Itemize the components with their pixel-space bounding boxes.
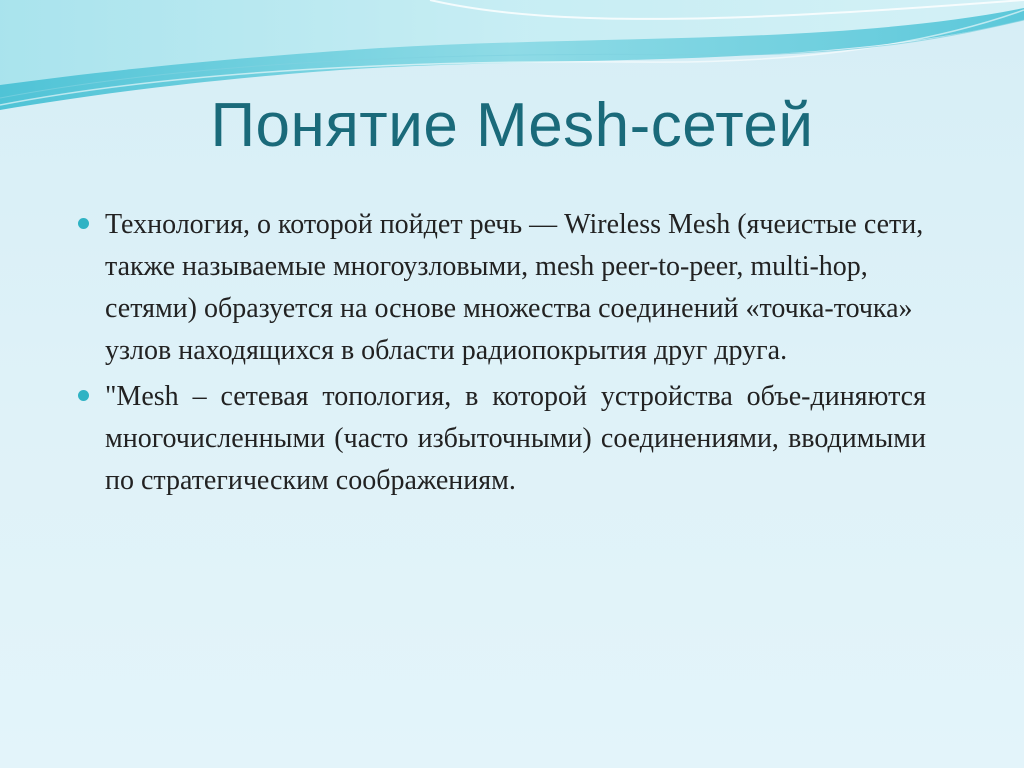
bullet-text: Технология, о которой пойдет речь — Wireless Mesh (ячеистые сети, также называемые многоузловыми, mesh peer-to-peer, multi-hop, сетями) образуется на основе множества соединений «точка-точка» узлов находящихся в области радиопокрытия друг друга. — [105, 209, 924, 366]
bullet-list — [78, 204, 926, 506]
bullet-item — [78, 204, 926, 372]
bullet-dot-icon — [78, 390, 89, 401]
bullet-text: "Mesh – сетевая топология, в которой устройства объе-диняются многочисленными (часто избыточными) соединениями, вводимыми по стратегическим соображениям. — [105, 381, 926, 496]
bullet-item — [78, 376, 926, 502]
slide-title: Понятие Mesh-сетей — [210, 91, 814, 160]
bullet-dot-icon — [78, 218, 89, 229]
